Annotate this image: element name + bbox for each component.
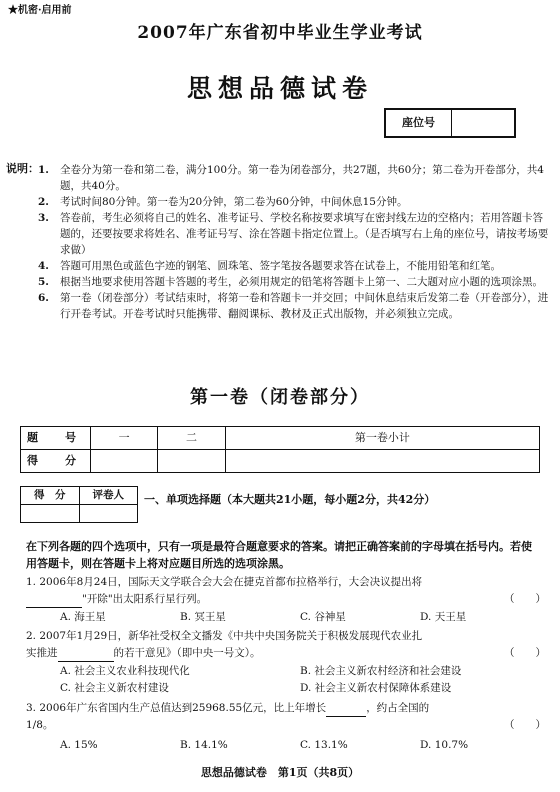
option-c: C. 13.1% xyxy=(300,739,348,751)
question-line: 1/8。 （ ） xyxy=(26,717,546,734)
option-c: C. 谷神星 xyxy=(300,611,346,623)
question-line: "开除"出太阳系行星行列。 （ ） xyxy=(26,591,546,608)
score-table-cell: 第一卷小计 xyxy=(225,427,539,450)
question-2-options-row1 xyxy=(60,664,540,678)
option-a: A. 海王星 xyxy=(60,611,106,623)
exam-title: 2007年广东省初中毕业生学业考试 xyxy=(137,23,423,43)
option-a: A. 15% xyxy=(60,739,98,751)
answer-blank[interactable] xyxy=(58,650,114,662)
instructions-heading: 说明： xyxy=(6,162,39,175)
score-table-header: 得 分 xyxy=(21,450,91,473)
question-line: 1. 2006年8月24日，国际天文学联合会大会在捷克首都布拉格举行，大会决议提出将 xyxy=(26,576,423,588)
table-row xyxy=(21,487,138,505)
grader-name-field[interactable] xyxy=(79,505,138,523)
question-1-options xyxy=(60,610,540,624)
score-table xyxy=(20,426,540,473)
instruction-item: 3. 答卷前，考生必须将自己的姓名、准考证号、学校名称按要求填写在密封线左边的空格内；若用答题卡答题的，还要按要求将姓名、准考证号写、涂在答题卡指定位置上。（是否填写右上角的座位号，请按考场要求做） xyxy=(38,212,549,256)
question-line: 2. 2007年1月29日，新华社受权全文播发《中共中央国务院关于积极发展现代农业扎 xyxy=(26,630,423,642)
table-row xyxy=(21,427,540,450)
instruction-item: 6. 第一卷（闭卷部分）考试结束时，将第一卷和答题卡一并交回；中间休息结束后发第二卷（开卷部分），进行开卷考试。开卷考试时只能携带、翻阅课标、教材及正式出版物，并必须独立完成。 xyxy=(38,292,549,320)
grader-table xyxy=(20,486,138,523)
score-table-cell: 二 xyxy=(158,427,225,450)
question-3-options xyxy=(60,738,540,752)
seat-number-box xyxy=(384,108,516,138)
instructions-list xyxy=(38,162,550,322)
score-field[interactable] xyxy=(158,450,225,473)
section-intro: 在下列各题的四个选项中，只有一项是最符合题意要求的答案。请把正确答案前的字母填在括号内。若使用答题卡，则在答题卡上将对应题目所选的选项涂黑。 xyxy=(26,540,532,570)
seat-number-label: 座位号 xyxy=(386,110,452,136)
option-b: B. 社会主义新农村经济和社会建设 xyxy=(300,665,462,677)
question-2 xyxy=(26,628,546,662)
score-field[interactable] xyxy=(91,450,158,473)
question-2-options-row2 xyxy=(60,681,540,695)
grader-table-header: 评卷人 xyxy=(79,487,138,505)
subject-title: 思想品德试卷 xyxy=(186,74,373,103)
instruction-item: 1. 全卷分为第一卷和第二卷，满分100分。第一卷为闭卷部分，共27题，共60分；第二卷为开卷部分，共4题，共40分。 xyxy=(38,164,544,192)
option-b: B. 14.1% xyxy=(180,739,228,751)
question-3 xyxy=(26,700,546,734)
question-line: 3. 2006年广东省国内生产总值达到25968.55亿元，比上年增长 ，约占全国的 xyxy=(26,700,546,717)
page-footer: 思想品德试卷 第1页（共8页） xyxy=(200,766,360,779)
option-d: D. 10.7% xyxy=(420,739,469,751)
table-row xyxy=(21,505,138,523)
option-d: D. 社会主义新农村保障体系建设 xyxy=(300,682,452,694)
score-field[interactable] xyxy=(225,450,539,473)
instruction-item: 4. 答题可用黑色或蓝色字迹的钢笔、圆珠笔、签字笔按各题要求答在试卷上，不能用铅笔和红笔。 xyxy=(38,260,501,272)
grader-score-field[interactable] xyxy=(21,505,80,523)
option-d: D. 天王星 xyxy=(420,611,467,623)
instruction-item: 2. 考试时间80分钟。第一卷为20分钟，第二卷为60分钟，中间休息15分钟。 xyxy=(38,196,408,208)
answer-blank[interactable] xyxy=(26,596,82,608)
table-row xyxy=(21,450,540,473)
question-1 xyxy=(26,574,546,608)
option-b: B. 冥王星 xyxy=(180,611,226,623)
instruction-item: 5. 根据当地要求使用答题卡答题的考生，必须用规定的铅笔将答题卡上第一、二大题对应小题的选项涂黑。 xyxy=(38,276,543,288)
answer-blank[interactable] xyxy=(326,705,366,717)
option-c: C. 社会主义新农村建设 xyxy=(60,682,169,694)
volume-title: 第一卷（闭卷部分） xyxy=(190,387,370,408)
section-title: 一、单项选择题（本大题共21小题，每小题2分，共42分） xyxy=(144,493,436,506)
option-a: A. 社会主义农业科技现代化 xyxy=(60,665,190,677)
score-table-header: 题 号 xyxy=(21,427,91,450)
grader-table-header: 得 分 xyxy=(21,487,80,505)
answer-paren[interactable]: （ ） xyxy=(504,647,546,659)
seat-number-field[interactable] xyxy=(452,110,514,136)
answer-paren[interactable]: （ ） xyxy=(504,719,546,731)
question-line: 实推进 的若干意见》（即中央一号文）。 （ ） xyxy=(26,645,546,662)
answer-paren[interactable]: （ ） xyxy=(504,593,546,605)
score-table-cell: 一 xyxy=(91,427,158,450)
confidential-mark: ★机密·启用前 xyxy=(8,5,72,16)
